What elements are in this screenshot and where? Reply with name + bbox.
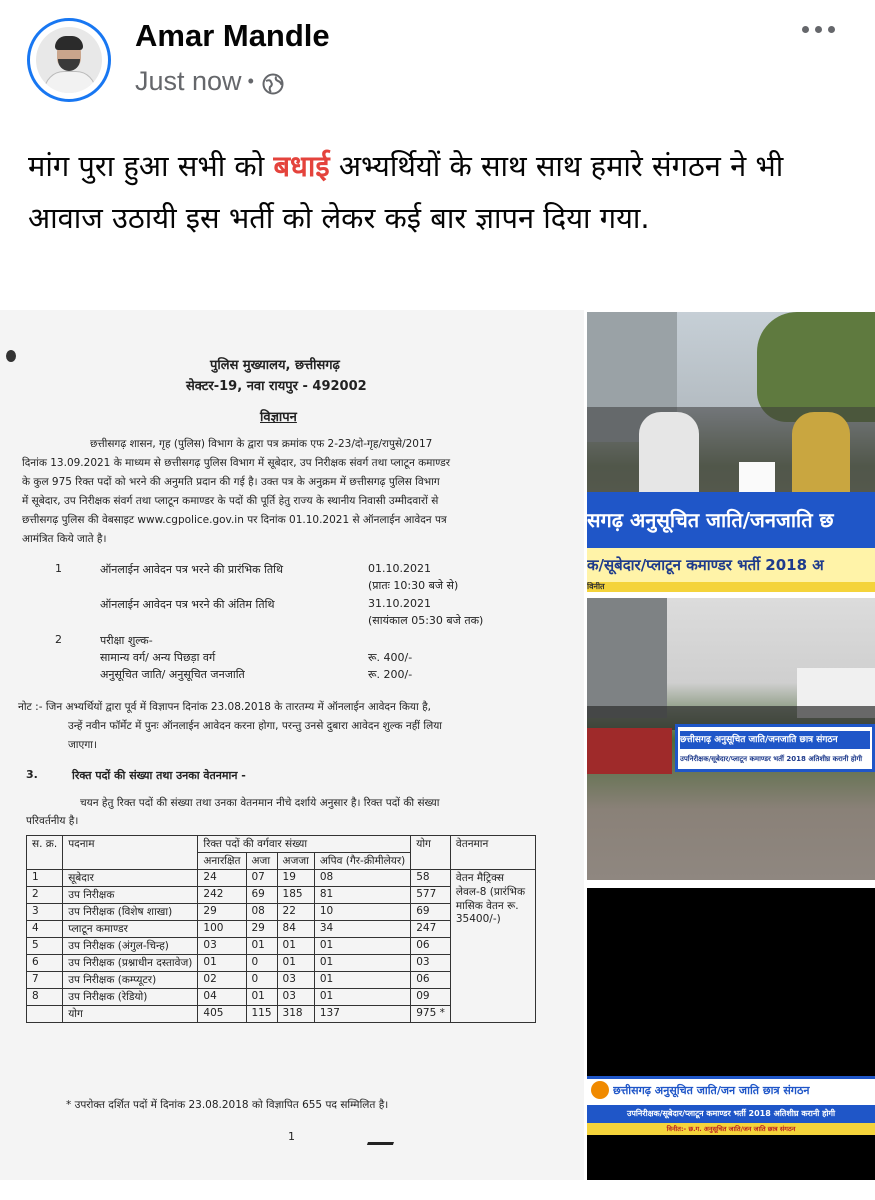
table-header: वेतनमान xyxy=(450,836,535,870)
avatar[interactable] xyxy=(27,18,111,102)
table-cell: 405 xyxy=(198,1006,246,1023)
memorandum-paper xyxy=(739,462,775,492)
protest-photo[interactable] xyxy=(587,598,875,880)
banner-sub: उपनिरीक्षक/सूबेदार/प्लाटून कमाण्डर भर्ती 2018 अतिशीघ्र करानी होगी xyxy=(587,1105,875,1123)
table-cell: 03 xyxy=(198,938,246,955)
table-cell: 5 xyxy=(27,938,63,955)
signature-mark xyxy=(367,1128,399,1145)
table-cell: 6 xyxy=(27,955,63,972)
table-cell: उप निरीक्षक (विशेष शाखा) xyxy=(63,904,198,921)
doc-para1-line: छत्तीसगढ़ पुलिस की वेबसाइट www.cgpolice.gov.in पर दिनांक 01.10.2021 से ऑनलाईन आवेदन पत्र xyxy=(22,514,447,526)
banner xyxy=(675,724,875,772)
table-cell: उप निरीक्षक (अंगुल-चिन्ह) xyxy=(63,938,198,955)
memorandum-photo[interactable] xyxy=(587,312,875,592)
table-cell: 242 xyxy=(198,887,246,904)
banner-bottom: क/सूबेदार/प्लाटून कमाण्डर भर्ती 2018 अ xyxy=(587,548,875,582)
table-cell: 4 xyxy=(27,921,63,938)
table-cell: उप निरीक्षक (कम्प्यूटर) xyxy=(63,972,198,989)
meta-separator: • xyxy=(247,71,254,91)
table-cell: 06 xyxy=(411,938,451,955)
doc-item1-start-label: ऑनलाईन आवेदन पत्र भरने की प्रारंभिक तिथि xyxy=(100,563,284,576)
table-cell: 247 xyxy=(411,921,451,938)
table-cell: 19 xyxy=(277,870,314,887)
pay-scale-cell: वेतन मैट्रिक्स लेवल-8 (प्रारंभिक मासिक वेतन रू. 35400/-) xyxy=(450,870,535,1023)
post-time[interactable]: Just now xyxy=(135,66,242,96)
doc-footnote: * उपरोक्त दर्शित पदों में दिनांक 23.08.2018 को विज्ञापित 655 पद सम्मिलित है। xyxy=(66,1099,389,1111)
doc-item2-title: परीक्षा शुल्क- xyxy=(100,634,153,647)
table-cell: 8 xyxy=(27,989,63,1006)
doc-para1-line: आमंत्रित किये जाते है। xyxy=(22,533,107,545)
table-cell: 24 xyxy=(198,870,246,887)
post-meta xyxy=(135,66,284,97)
table-row xyxy=(27,870,536,887)
advertisement-document-image[interactable] xyxy=(0,310,584,1180)
table-cell: 03 xyxy=(277,972,314,989)
table-cell: 01 xyxy=(246,989,277,1006)
table-cell: 137 xyxy=(314,1006,410,1023)
table-cell: 08 xyxy=(246,904,277,921)
table-cell: 01 xyxy=(246,938,277,955)
table-subheader: अजजा xyxy=(277,853,314,870)
table-header: स. क्र. xyxy=(27,836,63,870)
table-cell: उप निरीक्षक (रेडियो) xyxy=(63,989,198,1006)
doc-para1-line: दिनांक 13.09.2021 के माध्यम से छत्तीसगढ़ पुलिस विभाग में सूबेदार, उप निरीक्षक संवर्ग तथा प्लाटून कमाण्डर xyxy=(22,457,451,469)
table-cell: उप निरीक्षक (प्रश्नाधीन दस्तावेज) xyxy=(63,955,198,972)
banner-credit: विनीत:- छ.ग. अनुसूचित जाति/जन जाति छात्र संगठन xyxy=(587,1123,875,1135)
doc-note-line: उन्हें नवीन फॉर्मेट में पुनः ऑनलाईन आवेदन करना होगा, परन्तु उनसे दुबारा आवेदन शुल्क नहीं लिया xyxy=(68,720,442,732)
post-text-start: मांग पुरा हुआ सभी को xyxy=(28,149,274,183)
doc-item1-end-time: (सायंकाल 05:30 बजे तक) xyxy=(368,614,484,627)
table-cell: 577 xyxy=(411,887,451,904)
table-cell: 29 xyxy=(198,904,246,921)
table-cell: 09 xyxy=(411,989,451,1006)
table-cell: योग xyxy=(63,1006,198,1023)
doc-item1-number: 1 xyxy=(55,562,62,575)
table-cell: 08 xyxy=(314,870,410,887)
doc-page-number: 1 xyxy=(288,1130,295,1143)
table-cell: 07 xyxy=(246,870,277,887)
table-subheader: अनारक्षित xyxy=(198,853,246,870)
table-cell: 69 xyxy=(246,887,277,904)
doc-item1-end-label: ऑनलाईन आवेदन पत्र भरने की अंतिम तिथि xyxy=(100,598,275,611)
doc-para1-line: छत्तीसगढ़ शासन, गृह (पुलिस) विभाग के द्वारा पत्र क्रमांक एफ 2-23/दो-गृह/रापुसे/2017 xyxy=(90,438,433,450)
building xyxy=(587,598,667,718)
doc-item1-start-time: (प्रातः 10:30 बजे से) xyxy=(368,579,459,592)
table-cell: 22 xyxy=(277,904,314,921)
globe-icon[interactable] xyxy=(262,71,284,93)
banner-main: छत्तीसगढ़ अनुसूचित जाति/जनजाति छात्र संगठन xyxy=(680,731,870,749)
table-cell: 01 xyxy=(198,955,246,972)
doc-note-line: नोट :- जिन अभ्यर्थियों द्वारा पूर्व में विज्ञापन दिनांक 23.08.2018 के तारतम्य में ऑनलाईन आवेदन किया है, xyxy=(18,701,431,713)
table-header: योग xyxy=(411,836,451,870)
author-name[interactable]: Amar Mandle xyxy=(135,18,330,53)
doc-item3-title: रिक्त पदों की संख्या तथा उनका वेतनमान - xyxy=(72,769,246,782)
table-cell: 01 xyxy=(277,955,314,972)
table-cell: 975 * xyxy=(411,1006,451,1023)
table-cell: 29 xyxy=(246,921,277,938)
table-cell: प्लाटून कमाण्डर xyxy=(63,921,198,938)
table-cell: 06 xyxy=(411,972,451,989)
vacancy-table xyxy=(26,835,536,1023)
doc-item2-general-fee: रू. 400/- xyxy=(368,651,413,664)
table-cell: 01 xyxy=(314,938,410,955)
table-cell: 01 xyxy=(314,955,410,972)
table-cell: 115 xyxy=(246,1006,277,1023)
table-cell: उप निरीक्षक xyxy=(63,887,198,904)
doc-para1-line: में सूबेदार, उप निरीक्षक संवर्ग तथा प्लाटून कमाण्डर के पदों की पूर्ति हेतु राज्य के स्थानीय निवासी उम्मीदवारों से xyxy=(22,495,439,507)
doc-item2-reserved: अनुसूचित जाति/ अनुसूचित जनजाति xyxy=(100,668,245,681)
table-cell: 01 xyxy=(314,972,410,989)
table-cell: 0 xyxy=(246,955,277,972)
table-cell: 318 xyxy=(277,1006,314,1023)
doc-item2-number: 2 xyxy=(55,633,62,646)
table-cell: 7 xyxy=(27,972,63,989)
doc-header-1: पुलिस मुख्यालय, छत्तीसगढ़ xyxy=(210,358,340,373)
table-cell: 34 xyxy=(314,921,410,938)
table-cell: 69 xyxy=(411,904,451,921)
table-cell: 0 xyxy=(246,972,277,989)
table-cell: 81 xyxy=(314,887,410,904)
table-cell: 03 xyxy=(277,989,314,1006)
banner-top: सगढ़ अनुसूचित जाति/जनजाति छ xyxy=(587,492,875,548)
doc-item1-start-date: 01.10.2021 xyxy=(368,562,431,575)
doc-item3-number: 3. xyxy=(26,768,38,781)
table-cell: 01 xyxy=(314,989,410,1006)
table-cell: 58 xyxy=(411,870,451,887)
doc-para1-line: के कुल 975 रिक्त पदों को भरने की अनुमति प्रदान की गई है। उक्त पत्र के अनुक्रम में छत्तीसगढ़ पुलिस विभाग xyxy=(22,476,440,488)
doc-note-line: जाएगा। xyxy=(68,739,97,751)
table-subheader: अजा xyxy=(246,853,277,870)
doc-title: विज्ञापन xyxy=(260,410,297,425)
table-cell: 2 xyxy=(27,887,63,904)
table-cell: 02 xyxy=(198,972,246,989)
doc-item2-reserved-fee: रू. 200/- xyxy=(368,668,413,681)
doc-para3-line: चयन हेतु रिक्त पदों की संख्या तथा उनका वेतनमान नीचे दर्शाये अनुसार है। रिक्त पदों की संख्या xyxy=(80,797,440,809)
logo-icon xyxy=(591,1081,609,1099)
doc-header-2: सेक्टर-19, नवा रायपुर - 492002 xyxy=(186,379,367,394)
table-subheader: अपिव (गैर-क्रीमीलेयर) xyxy=(314,853,410,870)
table-cell: 01 xyxy=(277,938,314,955)
banner-photo[interactable] xyxy=(587,888,875,1180)
table-cell: 03 xyxy=(411,955,451,972)
doc-para3-line: परिवर्तनीय है। xyxy=(26,815,79,827)
table-cell: 84 xyxy=(277,921,314,938)
side-banner xyxy=(587,728,672,774)
banner-main: छत्तीसगढ़ अनुसूचित जाति/जन जाति छात्र संगठन xyxy=(613,1084,810,1097)
table-cell xyxy=(27,1006,63,1023)
banner-header xyxy=(587,1076,875,1105)
post-text-end: अभ्यर्थियों के साथ साथ हमारे संगठन ने भी आवाज उठायी इस भर्ती को लेकर कई बार ज्ञापन दिया गया. xyxy=(28,149,784,235)
table-cell: 10 xyxy=(314,904,410,921)
table-cell: 185 xyxy=(277,887,314,904)
banner-sub: उपनिरीक्षक/सूबेदार/प्लाटून कमाण्डर भर्ती 2018 अतिशीघ्र करानी होगी xyxy=(680,755,863,763)
banner-credit: विनीत xyxy=(587,582,875,592)
tree xyxy=(757,312,875,422)
doc-item1-end-date: 31.10.2021 xyxy=(368,597,431,610)
more-options-icon[interactable] xyxy=(802,26,835,33)
post-text xyxy=(28,140,848,244)
table-header: पदनाम xyxy=(63,836,198,870)
table-cell: 04 xyxy=(198,989,246,1006)
table-cell: 3 xyxy=(27,904,63,921)
table-cell: सूबेदार xyxy=(63,870,198,887)
table-header: रिक्त पदों की वर्गवार संख्या xyxy=(198,836,411,853)
post-text-highlight: बधाई xyxy=(273,149,330,183)
table-cell: 1 xyxy=(27,870,63,887)
doc-item2-general: सामान्य वर्ग/ अन्य पिछड़ा वर्ग xyxy=(100,651,216,664)
avatar-photo xyxy=(36,27,102,93)
table-cell: 100 xyxy=(198,921,246,938)
